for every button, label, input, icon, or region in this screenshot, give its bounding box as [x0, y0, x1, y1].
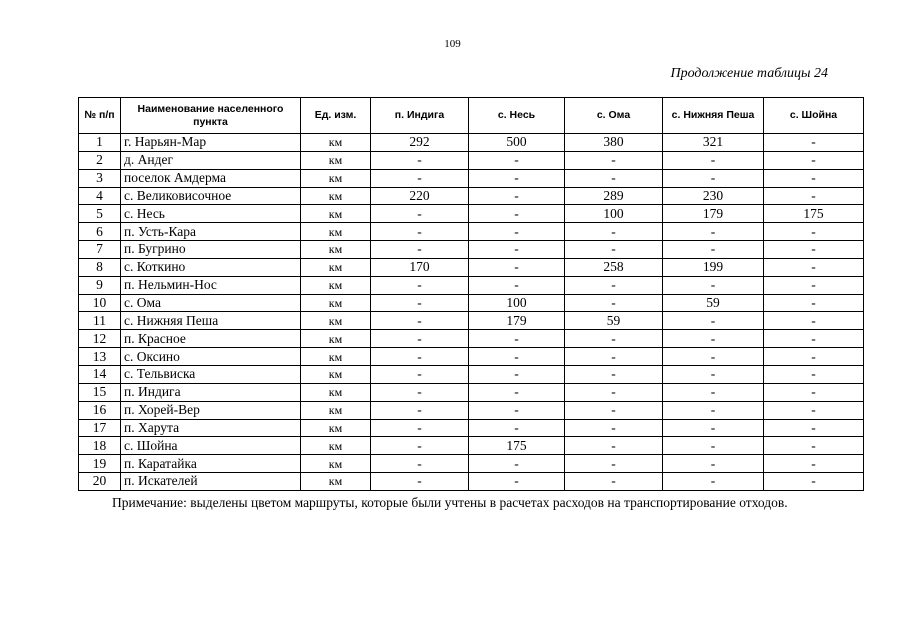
cell-indiga: -: [371, 419, 469, 437]
cell-nes: -: [469, 419, 565, 437]
cell-number: 10: [79, 294, 121, 312]
cell-number: 8: [79, 258, 121, 276]
cell-unit: км: [301, 187, 371, 205]
page-number: 109: [444, 38, 461, 50]
cell-indiga: -: [371, 312, 469, 330]
table-row: [79, 348, 864, 366]
cell-number: 14: [79, 365, 121, 383]
cell-unit: км: [301, 401, 371, 419]
cell-shoyna: -: [764, 187, 864, 205]
cell-nes: -: [469, 383, 565, 401]
cell-number: 9: [79, 276, 121, 294]
cell-nes: 100: [469, 294, 565, 312]
table-row: [79, 473, 864, 491]
cell-indiga: -: [371, 241, 469, 259]
cell-unit: км: [301, 365, 371, 383]
cell-oma: 289: [565, 187, 663, 205]
col-header-settlement: Наименование населенного пункта: [121, 98, 301, 134]
cell-unit: км: [301, 473, 371, 491]
cell-unit: км: [301, 134, 371, 152]
cell-oma: -: [565, 365, 663, 383]
cell-nizhnyaya-pesha: -: [663, 241, 764, 259]
table-row: [79, 455, 864, 473]
cell-shoyna: -: [764, 258, 864, 276]
cell-indiga: -: [371, 473, 469, 491]
cell-oma: 59: [565, 312, 663, 330]
cell-oma: -: [565, 401, 663, 419]
table-row: [79, 134, 864, 152]
cell-unit: км: [301, 437, 371, 455]
cell-number: 7: [79, 241, 121, 259]
cell-settlement: г. Нарьян-Мар: [121, 134, 301, 152]
cell-shoyna: 175: [764, 205, 864, 223]
cell-number: 2: [79, 151, 121, 169]
cell-shoyna: -: [764, 294, 864, 312]
cell-nes: -: [469, 473, 565, 491]
cell-nizhnyaya-pesha: -: [663, 348, 764, 366]
col-header-nizhnyaya-pesha: с. Нижняя Пеша: [663, 98, 764, 134]
cell-number: 6: [79, 223, 121, 241]
cell-oma: 380: [565, 134, 663, 152]
cell-nizhnyaya-pesha: -: [663, 473, 764, 491]
table-row: [79, 437, 864, 455]
cell-oma: -: [565, 294, 663, 312]
cell-oma: 100: [565, 205, 663, 223]
cell-oma: -: [565, 330, 663, 348]
cell-indiga: -: [371, 276, 469, 294]
cell-number: 20: [79, 473, 121, 491]
table-row: [79, 294, 864, 312]
table-row: [79, 187, 864, 205]
cell-nizhnyaya-pesha: -: [663, 330, 764, 348]
cell-unit: км: [301, 276, 371, 294]
cell-number: 11: [79, 312, 121, 330]
cell-indiga: -: [371, 401, 469, 419]
table-row: [79, 312, 864, 330]
cell-settlement: с. Великовисочное: [121, 187, 301, 205]
cell-nes: -: [469, 258, 565, 276]
cell-shoyna: -: [764, 330, 864, 348]
cell-unit: км: [301, 330, 371, 348]
table-row: [79, 169, 864, 187]
cell-number: 16: [79, 401, 121, 419]
cell-indiga: 170: [371, 258, 469, 276]
cell-unit: км: [301, 294, 371, 312]
cell-indiga: -: [371, 348, 469, 366]
table-row: [79, 241, 864, 259]
cell-nizhnyaya-pesha: 199: [663, 258, 764, 276]
cell-oma: -: [565, 348, 663, 366]
cell-oma: -: [565, 455, 663, 473]
cell-shoyna: -: [764, 365, 864, 383]
cell-oma: -: [565, 241, 663, 259]
cell-unit: км: [301, 241, 371, 259]
cell-nizhnyaya-pesha: -: [663, 455, 764, 473]
cell-settlement: п. Харута: [121, 419, 301, 437]
cell-settlement: с. Ома: [121, 294, 301, 312]
cell-nizhnyaya-pesha: -: [663, 401, 764, 419]
cell-shoyna: -: [764, 419, 864, 437]
col-header-shoyna: с. Шойна: [764, 98, 864, 134]
col-header-number: № п/п: [79, 98, 121, 134]
cell-nizhnyaya-pesha: 230: [663, 187, 764, 205]
cell-nes: -: [469, 401, 565, 419]
cell-number: 17: [79, 419, 121, 437]
cell-nizhnyaya-pesha: -: [663, 151, 764, 169]
cell-shoyna: -: [764, 383, 864, 401]
cell-settlement: п. Бугрино: [121, 241, 301, 259]
cell-unit: км: [301, 258, 371, 276]
cell-nes: -: [469, 241, 565, 259]
table-note: Примечание: выделены цветом маршруты, которые были учтены в расчетах расходов на транспортирование отходов.: [112, 495, 788, 510]
cell-indiga: 220: [371, 187, 469, 205]
cell-nes: 175: [469, 437, 565, 455]
cell-settlement: с. Шойна: [121, 437, 301, 455]
cell-nes: -: [469, 151, 565, 169]
cell-settlement: с. Тельвиска: [121, 365, 301, 383]
cell-number: 4: [79, 187, 121, 205]
cell-shoyna: -: [764, 169, 864, 187]
cell-shoyna: -: [764, 276, 864, 294]
cell-shoyna: -: [764, 455, 864, 473]
cell-indiga: -: [371, 437, 469, 455]
cell-settlement: п. Искателей: [121, 473, 301, 491]
cell-nizhnyaya-pesha: -: [663, 365, 764, 383]
cell-number: 15: [79, 383, 121, 401]
cell-shoyna: -: [764, 473, 864, 491]
table-row: [79, 330, 864, 348]
table-row: [79, 276, 864, 294]
cell-nes: -: [469, 330, 565, 348]
cell-oma: 258: [565, 258, 663, 276]
cell-oma: -: [565, 437, 663, 455]
cell-unit: км: [301, 312, 371, 330]
cell-settlement: д. Андег: [121, 151, 301, 169]
cell-indiga: -: [371, 383, 469, 401]
cell-nes: -: [469, 169, 565, 187]
table-row: [79, 383, 864, 401]
cell-unit: км: [301, 223, 371, 241]
cell-number: 3: [79, 169, 121, 187]
cell-number: 5: [79, 205, 121, 223]
cell-settlement: с. Нижняя Пеша: [121, 312, 301, 330]
cell-oma: -: [565, 223, 663, 241]
cell-nizhnyaya-pesha: -: [663, 383, 764, 401]
cell-nes: -: [469, 276, 565, 294]
cell-unit: км: [301, 455, 371, 473]
cell-shoyna: -: [764, 437, 864, 455]
cell-nes: -: [469, 365, 565, 383]
cell-indiga: -: [371, 223, 469, 241]
table-row: [79, 401, 864, 419]
cell-nes: -: [469, 348, 565, 366]
cell-unit: км: [301, 169, 371, 187]
distance-table: [78, 97, 864, 491]
cell-oma: -: [565, 383, 663, 401]
cell-number: 12: [79, 330, 121, 348]
cell-unit: км: [301, 151, 371, 169]
cell-settlement: п. Красное: [121, 330, 301, 348]
cell-unit: км: [301, 205, 371, 223]
cell-settlement: с. Коткино: [121, 258, 301, 276]
cell-unit: км: [301, 348, 371, 366]
cell-nes: 500: [469, 134, 565, 152]
cell-number: 13: [79, 348, 121, 366]
cell-shoyna: -: [764, 151, 864, 169]
cell-oma: -: [565, 169, 663, 187]
cell-settlement: поселок Амдерма: [121, 169, 301, 187]
cell-shoyna: -: [764, 134, 864, 152]
table-row: [79, 365, 864, 383]
cell-unit: км: [301, 383, 371, 401]
cell-settlement: с. Оксино: [121, 348, 301, 366]
cell-nizhnyaya-pesha: -: [663, 223, 764, 241]
table-row: [79, 151, 864, 169]
cell-settlement: п. Усть-Кара: [121, 223, 301, 241]
cell-oma: -: [565, 473, 663, 491]
cell-settlement: п. Нельмин-Нос: [121, 276, 301, 294]
cell-indiga: -: [371, 169, 469, 187]
cell-nizhnyaya-pesha: -: [663, 169, 764, 187]
cell-number: 19: [79, 455, 121, 473]
cell-shoyna: -: [764, 241, 864, 259]
cell-nizhnyaya-pesha: 179: [663, 205, 764, 223]
cell-nes: 179: [469, 312, 565, 330]
cell-number: 1: [79, 134, 121, 152]
cell-oma: -: [565, 276, 663, 294]
cell-settlement: с. Несь: [121, 205, 301, 223]
table-continuation-title: Продолжение таблицы 24: [670, 66, 828, 81]
cell-nizhnyaya-pesha: 321: [663, 134, 764, 152]
cell-indiga: -: [371, 455, 469, 473]
cell-settlement: п. Каратайка: [121, 455, 301, 473]
cell-settlement: п. Индига: [121, 383, 301, 401]
cell-indiga: -: [371, 365, 469, 383]
cell-indiga: -: [371, 330, 469, 348]
table-row: [79, 419, 864, 437]
col-header-oma: с. Ома: [565, 98, 663, 134]
cell-nizhnyaya-pesha: -: [663, 312, 764, 330]
cell-nizhnyaya-pesha: -: [663, 276, 764, 294]
col-header-unit: Ед. изм.: [301, 98, 371, 134]
cell-shoyna: -: [764, 348, 864, 366]
cell-shoyna: -: [764, 312, 864, 330]
cell-oma: -: [565, 419, 663, 437]
cell-unit: км: [301, 419, 371, 437]
cell-shoyna: -: [764, 223, 864, 241]
cell-nes: -: [469, 455, 565, 473]
cell-number: 18: [79, 437, 121, 455]
cell-nizhnyaya-pesha: -: [663, 419, 764, 437]
cell-indiga: -: [371, 294, 469, 312]
cell-nes: -: [469, 205, 565, 223]
cell-shoyna: -: [764, 401, 864, 419]
col-header-nes: с. Несь: [469, 98, 565, 134]
table-row: [79, 205, 864, 223]
col-header-indiga: п. Индига: [371, 98, 469, 134]
cell-indiga: -: [371, 151, 469, 169]
cell-nizhnyaya-pesha: 59: [663, 294, 764, 312]
cell-nes: -: [469, 187, 565, 205]
table-row: [79, 223, 864, 241]
cell-nizhnyaya-pesha: -: [663, 437, 764, 455]
cell-indiga: 292: [371, 134, 469, 152]
cell-settlement: п. Хорей-Вер: [121, 401, 301, 419]
cell-indiga: -: [371, 205, 469, 223]
table-row: [79, 258, 864, 276]
cell-oma: -: [565, 151, 663, 169]
table-header-row: [79, 98, 864, 134]
cell-nes: -: [469, 223, 565, 241]
